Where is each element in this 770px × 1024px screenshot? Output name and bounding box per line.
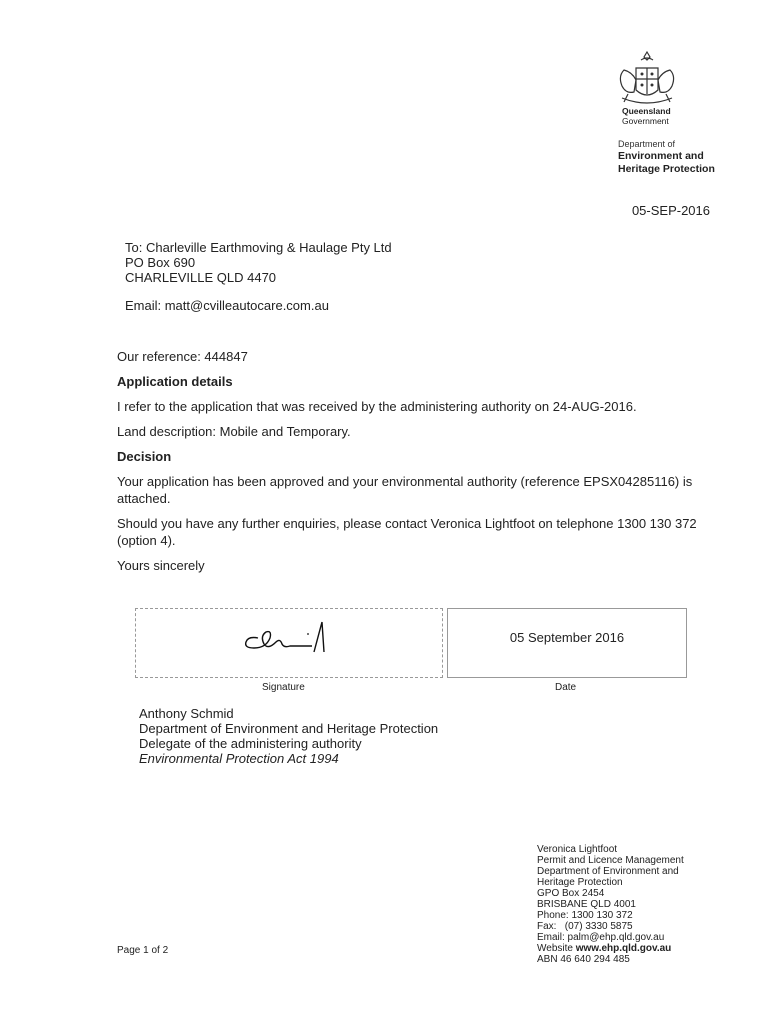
dept-name-line1: Environment and [618,150,704,162]
website-label: Website [537,943,576,954]
page-number: Page 1 of 2 [117,945,169,956]
contact-phone: Phone: 1300 130 372 [537,910,633,921]
decision-heading: Decision [117,449,172,464]
address-line1: PO Box 690 [125,255,196,270]
contact-website [537,943,717,954]
application-text: I refer to the application that was received by the administering authority on 24-AUG-2016. [117,399,637,414]
signature-label: Signature [262,682,305,693]
handwritten-signature [228,616,348,656]
recipient-email: Email: matt@cvilleautocare.com.au [125,298,329,313]
contact-email: Email: palm@ehp.qld.gov.au [537,932,665,943]
reference: Our reference: 444847 [117,349,248,364]
letter-date: 05-SEP-2016 [631,203,710,218]
letter-body [117,348,717,582]
website-link[interactable]: www.ehp.qld.gov.au [575,943,672,954]
dept-name-line2: Heritage Protection [618,163,715,175]
signer-act: Environmental Protection Act 1994 [139,751,339,766]
contact-abn: ABN 46 640 294 485 [537,954,630,965]
govt-name-line2: Government [622,116,669,126]
contact-unit: Permit and Licence Management [537,855,684,866]
application-heading: Application details [117,374,233,389]
decision-text: Your application has been approved and your environmental authority (reference EPSX04285116) is attached. [117,474,693,506]
govt-name-line1: Queensland [622,106,671,116]
land-description: Land description: Mobile and Temporary. [117,424,351,439]
date-label: Date [555,682,577,693]
dept-prefix: Department of [618,139,676,149]
contact-dept2: Heritage Protection [537,877,623,888]
contact-name: Veronica Lightfoot [537,844,618,855]
recipient-address [125,240,392,285]
signed-date: 05 September 2016 [509,630,625,645]
date-box [447,608,687,678]
signer-role: Delegate of the administering authority [139,736,362,751]
signer-department: Department of Environment and Heritage Protection [139,721,439,736]
contact-box: GPO Box 2454 [537,888,605,899]
contact-fax: Fax: (07) 3330 5875 [537,921,633,932]
signer-details [139,706,438,766]
contact-city: BRISBANE QLD 4001 [537,899,636,910]
department-header [618,139,758,176]
address-line2: CHARLEVILLE QLD 4470 [125,270,277,285]
recipient-to: To: Charleville Earthmoving & Haulage Pty Ltd [125,240,392,255]
enquiries-text: Should you have any further enquiries, please contact Veronica Lightfoot on telephone 1300 130 372 (option 4). [117,516,697,548]
signer-name: Anthony Schmid [139,706,234,721]
contact-dept1: Department of Environment and [537,866,679,877]
closing: Yours sincerely [117,558,205,573]
contact-block [537,844,717,965]
